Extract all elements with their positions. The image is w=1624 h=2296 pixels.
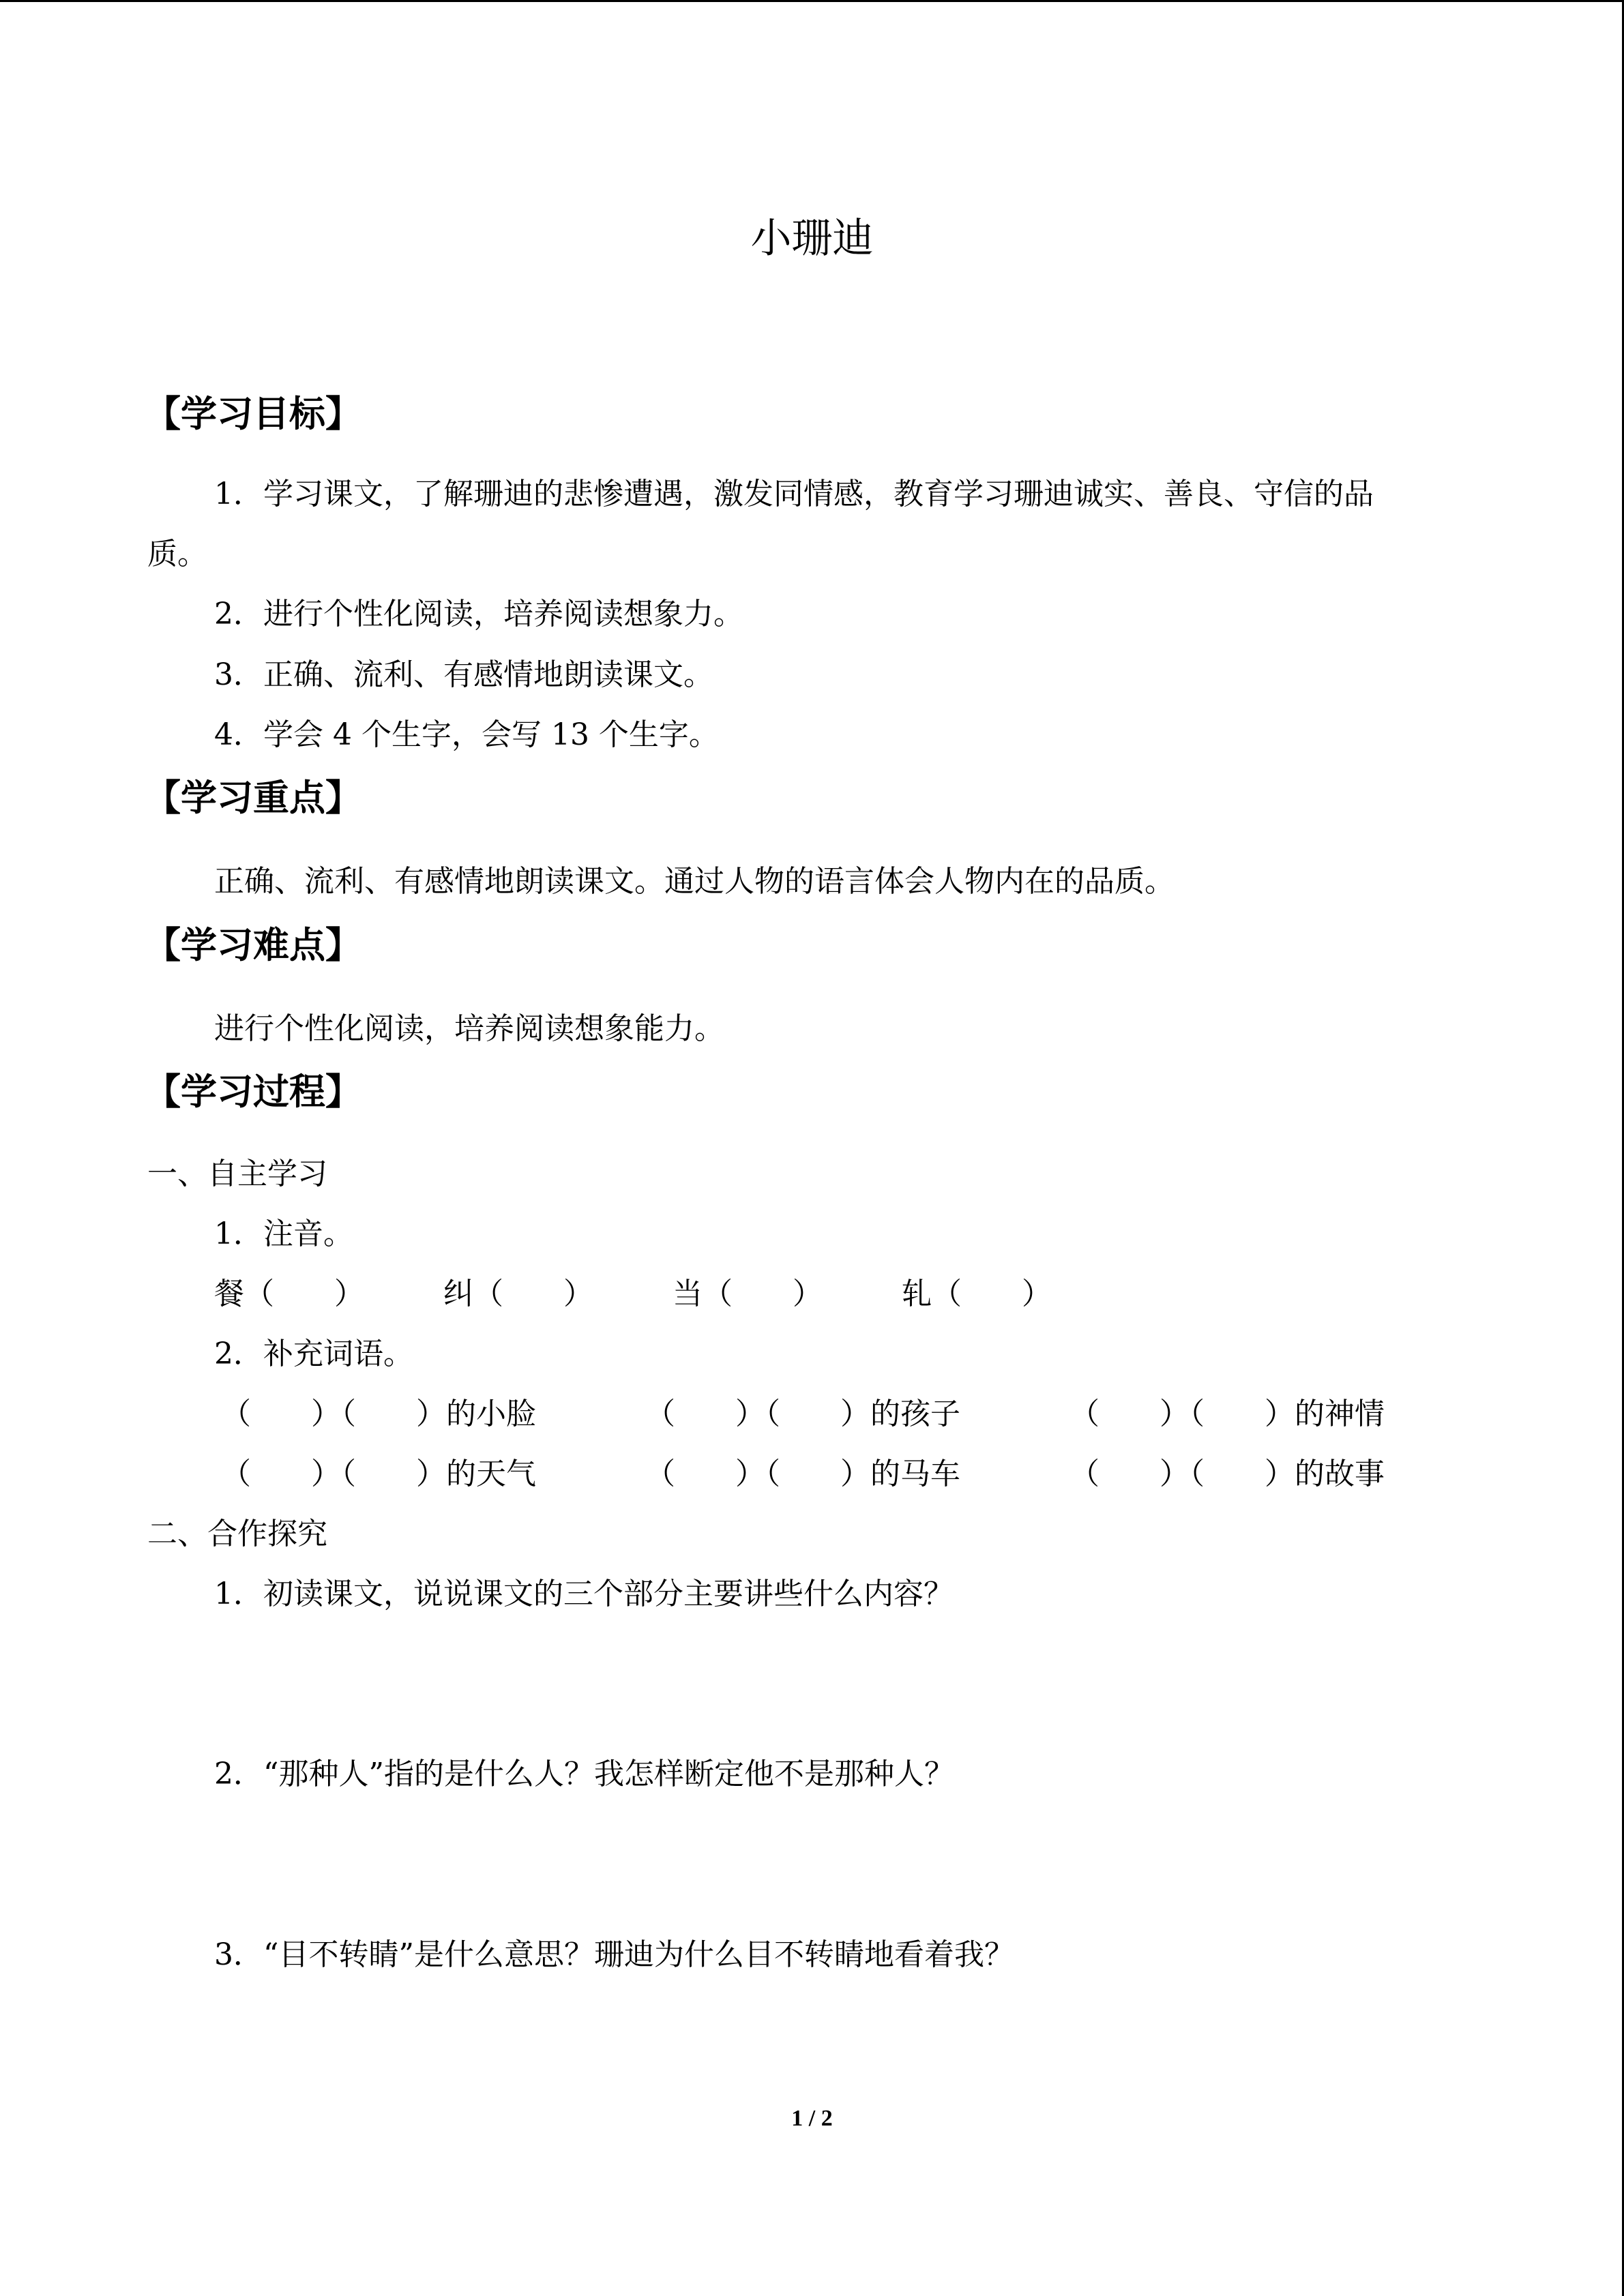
section-2-question-1: 1．初读课文，说说课文的三个部分主要讲些什么内容？	[214, 1577, 954, 1611]
difficulties-heading: 【学习难点】	[145, 925, 361, 966]
key-points-text: 正确、流利、有感情地朗读课文。通过人物的语言体会人物内在的品质。	[214, 864, 1175, 899]
section-1-question-2: 2．补充词语。	[214, 1337, 413, 1371]
section-2-question-2: 2．“那种人”指的是什么人？我怎样断定他不是那种人？	[214, 1757, 954, 1791]
pinyin-blank[interactable]: 纠（ ）	[443, 1277, 593, 1311]
pinyin-row	[214, 1270, 1101, 1318]
key-points-heading: 【学习重点】	[145, 777, 361, 819]
page-title: 小珊迪	[750, 215, 874, 263]
objective-4: 4．学会 4 个生字，会写 13 个生字。	[214, 717, 719, 752]
word-blank[interactable]: （ ）（ ）的孩子	[645, 1397, 960, 1431]
section-2-title: 二、合作探究	[147, 1517, 327, 1551]
word-blank[interactable]: （ ）（ ）的小脸	[221, 1397, 536, 1431]
objective-1-line-2: 质。	[147, 537, 207, 571]
word-blank[interactable]: （ ）（ ）的马车	[645, 1457, 960, 1491]
pinyin-blank[interactable]: 餐（ ）	[214, 1277, 364, 1311]
page-number: 1 / 2	[791, 2106, 833, 2131]
section-2-question-3: 3．“目不转睛”是什么意思？珊迪为什么目不转睛地看着我？	[214, 1937, 1014, 1972]
page-border-top	[0, 0, 1624, 2]
pinyin-blank[interactable]: 轧（ ）	[902, 1277, 1052, 1311]
words-row-1	[221, 1390, 1449, 1438]
word-blank[interactable]: （ ）（ ）的神情	[1069, 1397, 1385, 1431]
section-1-question-1: 1．注音。	[214, 1217, 353, 1251]
process-heading: 【学习过程】	[145, 1071, 361, 1113]
word-blank[interactable]: （ ）（ ）的故事	[1069, 1457, 1385, 1491]
difficulties-text: 进行个性化阅读，培养阅读想象能力。	[214, 1011, 724, 1046]
pinyin-blank[interactable]: 当（ ）	[673, 1277, 823, 1311]
objective-1-line-1: 1．学习课文，了解珊迪的悲惨遭遇，激发同情感，教育学习珊迪诚实、善良、守信的品	[214, 477, 1374, 511]
objective-2: 2．进行个性化阅读，培养阅读想象力。	[214, 597, 743, 631]
objectives-heading: 【学习目标】	[145, 393, 361, 435]
word-blank[interactable]: （ ）（ ）的天气	[221, 1457, 536, 1491]
words-row-2	[221, 1450, 1449, 1498]
section-1-title: 一、自主学习	[147, 1157, 327, 1191]
objective-3: 3．正确、流利、有感情地朗读课文。	[214, 657, 713, 692]
